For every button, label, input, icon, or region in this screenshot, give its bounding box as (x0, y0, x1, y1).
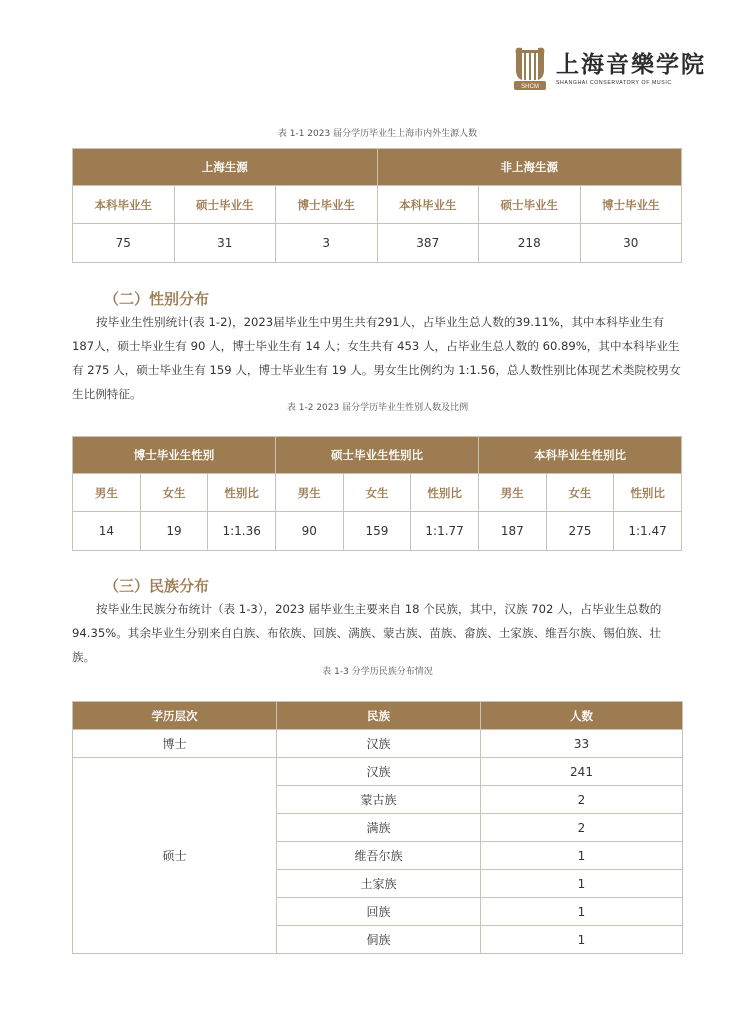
section2-title: （二）性别分布 (104, 290, 210, 308)
table3-ethnicity-cell: 土家族 (277, 870, 481, 898)
table2-cell: 90 (275, 512, 343, 551)
table2-cell: 159 (343, 512, 411, 551)
table3-level-master: 硕士 (73, 758, 277, 954)
table3-count-cell: 241 (481, 758, 683, 786)
table2-group-header: 博士毕业生性别 (73, 437, 276, 474)
table3-header: 学历层次 (73, 702, 277, 730)
table2-gender (72, 436, 682, 551)
table1-group-header: 上海生源 (73, 149, 378, 186)
table3-count-cell: 1 (481, 870, 683, 898)
table1-origin (72, 148, 682, 263)
table2-sub-header: 男生 (73, 474, 141, 512)
table1-sub-header: 本科毕业生 (73, 186, 175, 224)
table1-cell: 218 (479, 224, 581, 263)
table2-cell: 1:1.36 (208, 512, 276, 551)
table1-sub-header: 博士毕业生 (276, 186, 378, 224)
table3-ethnicity (72, 701, 683, 954)
table2-sub-header: 女生 (343, 474, 411, 512)
table3-ethnicity-cell: 蒙古族 (277, 786, 481, 814)
section2-text: 按毕业生性别统计(表 1-2)，2023届毕业生中男生共有291人，占毕业生总人数的39.11%，其中本科毕业生有187人，硕士毕业生有 90 人，博士毕业生有 14 人；女生共有 453 人，占毕业生总人数的 60.89%，其中本科毕业生有 275 人，硕士毕业生有 159 人，博士毕业生有 19 人。男女生比例约为 1:1.56，总人数性别比体现艺术类院校男女生比例特征。 (72, 315, 681, 401)
table2-caption: 表 1-2 2023 届分学历毕业生性别人数及比例 (286, 403, 469, 413)
table1-sub-header: 博士毕业生 (580, 186, 682, 224)
table2-sub-header: 男生 (275, 474, 343, 512)
table1-group-header: 非上海生源 (377, 149, 682, 186)
table3-caption: 表 1-3 分学历民族分布情况 (322, 667, 433, 677)
table3-count-cell: 2 (481, 786, 683, 814)
table1-cell: 30 (580, 224, 682, 263)
table3-count-cell: 1 (481, 842, 683, 870)
table2-cell: 275 (546, 512, 614, 551)
table3-ethnicity-cell: 侗族 (277, 926, 481, 954)
table2-cell: 19 (140, 512, 208, 551)
table1-sub-header: 硕士毕业生 (174, 186, 276, 224)
table2-sub-header: 女生 (140, 474, 208, 512)
section3-title: （三）民族分布 (104, 577, 210, 595)
table3-count-cell: 1 (481, 898, 683, 926)
table3-count-cell: 33 (481, 730, 683, 758)
table2-cell: 14 (73, 512, 141, 551)
table1-sub-header: 本科毕业生 (377, 186, 479, 224)
table2-sub-header: 女生 (546, 474, 614, 512)
table3-ethnicity-cell: 维吾尔族 (277, 842, 481, 870)
table2-cell: 187 (478, 512, 546, 551)
table2-cell: 1:1.47 (614, 512, 682, 551)
table2-cell: 1:1.77 (411, 512, 479, 551)
table3-ethnicity-cell: 汉族 (277, 730, 481, 758)
svg-text:SHCM: SHCM (521, 84, 539, 90)
table1-cell: 387 (377, 224, 479, 263)
table3-count-cell: 2 (481, 814, 683, 842)
table3-ethnicity-cell: 汉族 (277, 758, 481, 786)
logo-english-name: SHANGHAI CONSERVATORY OF MUSIC (556, 80, 672, 86)
table1-cell: 3 (276, 224, 378, 263)
table2-group-header: 硕士毕业生性别比 (275, 437, 478, 474)
table1-sub-header: 硕士毕业生 (479, 186, 581, 224)
table2-sub-header: 性别比 (614, 474, 682, 512)
table3-header: 民族 (277, 702, 481, 730)
table2-sub-header: 性别比 (208, 474, 276, 512)
table1-cell: 31 (174, 224, 276, 263)
section3-text: 按毕业生民族分布统计（表 1-3），2023 届毕业生主要来自 18 个民族，其中，汉族 702 人，占毕业生总数的 94.35%。其余毕业生分别来自白族、布依族、回族、满族、蒙古族、苗族、畲族、土家族、维吾尔族、锡伯族、壮族。 (72, 602, 662, 664)
school-logo (510, 44, 710, 94)
table2-group-header: 本科毕业生性别比 (478, 437, 681, 474)
table1-cell: 75 (73, 224, 175, 263)
lyre-emblem-icon (510, 44, 550, 92)
section2-paragraph (72, 310, 684, 406)
table1-caption: 表 1-1 2023 届分学历毕业生上海市内外生源人数 (277, 129, 478, 139)
table2-sub-header: 男生 (478, 474, 546, 512)
table3-ethnicity-cell: 回族 (277, 898, 481, 926)
table3-count-cell: 1 (481, 926, 683, 954)
table3-ethnicity-cell: 满族 (277, 814, 481, 842)
table2-sub-header: 性别比 (411, 474, 479, 512)
table3-level-doctor: 博士 (73, 730, 277, 758)
section3-paragraph (72, 597, 684, 669)
table3-header: 人数 (481, 702, 683, 730)
logo-chinese-name: 上海音樂学院 (556, 51, 706, 78)
